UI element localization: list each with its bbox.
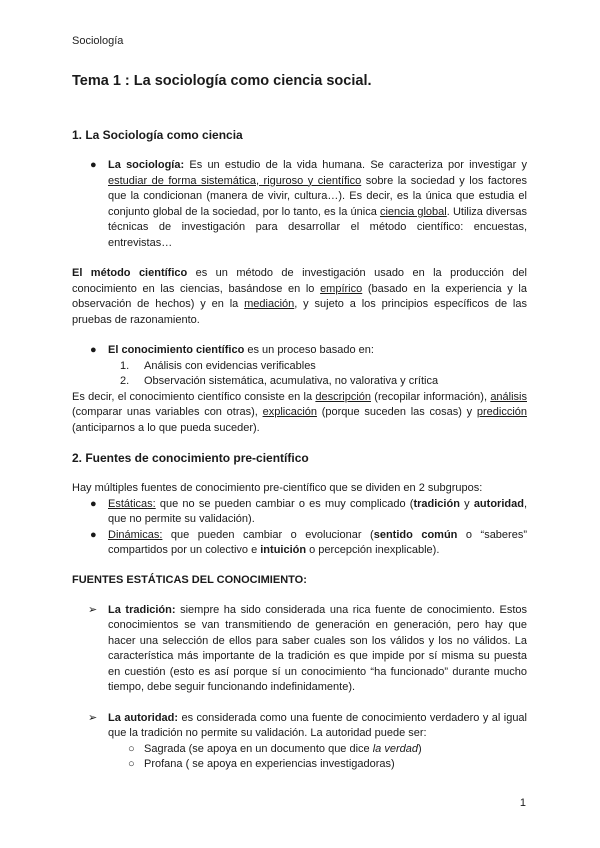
circle-bullet-icon: ○ [128,758,135,770]
bullet-la-sociologia [72,158,527,251]
page-content [72,72,527,773]
bullet-dot-icon: ● [90,159,97,171]
bullet-dot-icon: ● [90,528,97,541]
sub-item-profana [72,757,527,773]
section-2-heading: 2. Fuentes de conocimiento pre-científico [72,451,309,465]
paragraph-dinamicas: Dinámicas: que pueden cambiar o evolucionar (sentido común o “saberes” compartidos por un colectivo e intuición o percepción inexplicable). [108,528,527,556]
bullet-dinamicas [72,528,527,559]
paragraph-metodo-cientifico: El método científico es un método de investigación usado en la producción del conocimiento en las ciencias, basándose en lo empírico (basado en la experiencia y la observación de hechos) y en la mediación, y sujeto a los principios específicos de las pruebas de razonamiento. [72,267,527,326]
bullet-dot-icon: ● [90,497,97,510]
arrow-bullet-icon: ➢ [88,603,98,616]
sub-item-text: Profana ( se apoya en experiencias investigadoras) [144,758,395,770]
sub-item-text: Sagrada (se apoya en un documento que dice la verdad) [144,742,422,755]
section-1-heading: 1. La Sociología como ciencia [72,128,243,142]
bullet-conocimiento-cientifico [72,343,527,359]
list-number: 2. [120,375,130,387]
paragraph-tradicion: La tradición: siempre ha sido considerada una rica fuente de conocimiento. Estos conocimientos se van transmitiendo de generación en generación, pero hay que hacer una selección de ellos para saber cuales son los válidos y los no válidos. La característica más importante de la tradición es que impide por sí misma su puesta en cuestión (esto es así porque sí un conocimiento “ha funcionado” durante mucho tiempo, debe seguir funcionando indefinidamente). [108,603,527,693]
arrow-bullet-icon: ➢ [88,711,98,724]
paragraph-conocimiento: El conocimiento científico es un proceso basado en: [108,344,374,356]
arrow-item-tradicion [72,603,527,696]
list-number: 1. [120,359,130,372]
page-number: 1 [519,797,526,809]
paragraph-es-decir: Es decir, el conocimiento científico consiste en la descripción (recopilar información), análisis (comparar unas variables con otras), explicación (porque suceden las cosas) y predicción (anticiparnos a lo que pueda suceder). [72,390,527,434]
numbered-item-2 [72,374,527,390]
paragraph-estaticas: Estáticas: que no se pueden cambiar o es muy complicado (tradición y autoridad, que no permite su validación). [108,497,527,525]
bullet-estaticas [72,497,527,528]
numbered-item-text: Análisis con evidencias verificables [144,359,316,372]
paragraph-la-sociologia: La sociología: Es un estudio de la vida humana. Se caracteriza por investigar y estudiar de forma sistemática, riguroso y científico sobre la sociedad y los factores que la condicionan (manera de vivir, cultura…). Es decir, es la única que estudia el conjunto global de la sociedad, por lo tanto, es la única ciencia global. Utiliza diversas técnicas de investigación para desarrollar el método científico: encuestas, entrevistas… [108,159,528,249]
sub-item-sagrada [72,742,527,758]
arrow-item-autoridad [72,711,527,742]
paragraph-intro-fuentes: Hay múltiples fuentes de conocimiento pre-científico que se dividen en 2 subgrupos: [72,482,483,494]
document-title: Tema 1 : La sociología como ciencia social. [72,73,372,89]
fuentes-estaticas-heading: FUENTES ESTÁTICAS DEL CONOCIMIENTO: [72,573,307,586]
bullet-dot-icon: ● [90,344,97,356]
numbered-item-1 [72,359,527,375]
circle-bullet-icon: ○ [128,742,135,755]
numbered-item-text: Observación sistemática, acumulativa, no valorativa y crítica [144,375,439,387]
page-header: Sociología [72,35,124,47]
paragraph-autoridad: La autoridad: es considerada como una fuente de conocimiento verdadero y al igual que la tradición no permite su validación. La autoridad puede ser: [108,711,527,739]
